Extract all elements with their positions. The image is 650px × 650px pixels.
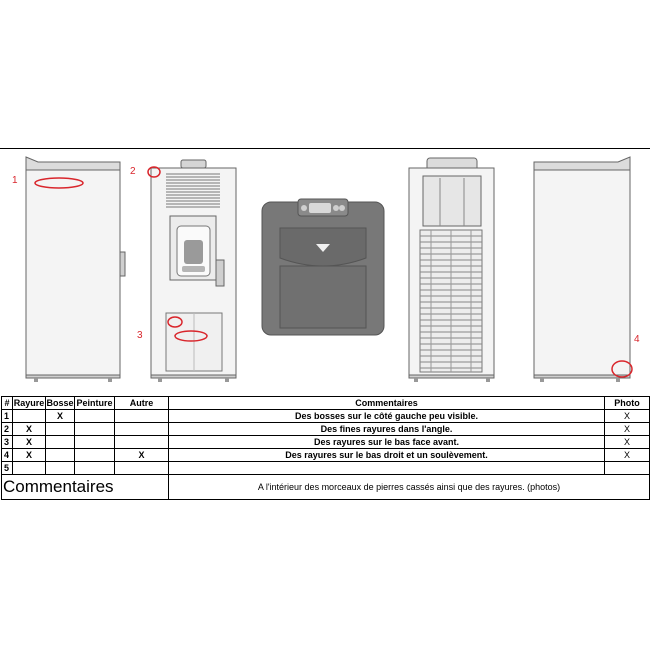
row-num: 4: [2, 449, 13, 462]
row-peinture: [75, 410, 115, 423]
row-photo: [605, 462, 650, 475]
row-bosse: [46, 462, 75, 475]
callout-3: 3: [137, 330, 143, 341]
header-bosse: Bosse: [46, 398, 74, 408]
row-photo: X: [605, 410, 650, 423]
row-bosse: [46, 449, 75, 462]
row-autre: [115, 410, 169, 423]
table-row: [2, 423, 650, 436]
stove-side-view-left: [26, 157, 125, 382]
row-commentaire: Des rayures sur le bas face avant.: [169, 436, 605, 449]
row-photo: X: [605, 436, 650, 449]
table-row: [2, 449, 650, 462]
row-rayure: X: [13, 423, 46, 436]
stove-drawings: [0, 148, 650, 396]
row-commentaire: Des fines rayures dans l'angle.: [169, 423, 605, 436]
callout-4: 4: [634, 334, 640, 345]
row-autre: [115, 436, 169, 449]
defect-table: [1, 396, 650, 500]
callout-2: 2: [130, 166, 136, 177]
header-autre: Autre: [115, 397, 169, 410]
stove-back-view: [409, 158, 494, 382]
table-row: [2, 436, 650, 449]
header-peinture: Peinture: [76, 398, 113, 408]
front-panel-closeup: [262, 199, 384, 335]
stove-side-view-right: [534, 157, 630, 382]
row-bosse: X: [46, 410, 75, 423]
row-rayure: X: [13, 436, 46, 449]
row-commentaire: Des rayures sur le bas droit et un soulèvement.: [169, 449, 605, 462]
row-autre: [115, 462, 169, 475]
row-peinture: [75, 449, 115, 462]
row-autre: [115, 423, 169, 436]
row-rayure: [13, 410, 46, 423]
row-num: 3: [2, 436, 13, 449]
table-row: [2, 410, 650, 423]
callout-1: 1: [12, 175, 18, 186]
row-peinture: [75, 423, 115, 436]
row-rayure: X: [13, 449, 46, 462]
footer-row: [2, 475, 650, 500]
header-rayure: Rayure: [13, 398, 45, 408]
row-photo: X: [605, 449, 650, 462]
footer-label: Commentaires: [2, 475, 169, 500]
row-num: 2: [2, 423, 13, 436]
row-peinture: [75, 462, 115, 475]
row-photo: X: [605, 423, 650, 436]
header-commentaires: Commentaires: [169, 397, 605, 410]
header-num: #: [2, 397, 13, 410]
table-row: [2, 462, 650, 475]
row-num: 1: [2, 410, 13, 423]
footer-comment: A l'intérieur des morceaux de pierres cassés ainsi que des rayures. (photos): [169, 475, 650, 500]
row-num: 5: [2, 462, 13, 475]
row-peinture: [75, 436, 115, 449]
table-header-row: [2, 397, 650, 410]
row-commentaire: [169, 462, 605, 475]
row-bosse: [46, 423, 75, 436]
stove-front-view: [151, 160, 236, 382]
row-autre: X: [115, 449, 169, 462]
inspection-sheet: [0, 148, 650, 503]
row-bosse: [46, 436, 75, 449]
row-commentaire: Des bosses sur le côté gauche peu visible.: [169, 410, 605, 423]
header-photo: Photo: [605, 397, 650, 410]
row-rayure: [13, 462, 46, 475]
